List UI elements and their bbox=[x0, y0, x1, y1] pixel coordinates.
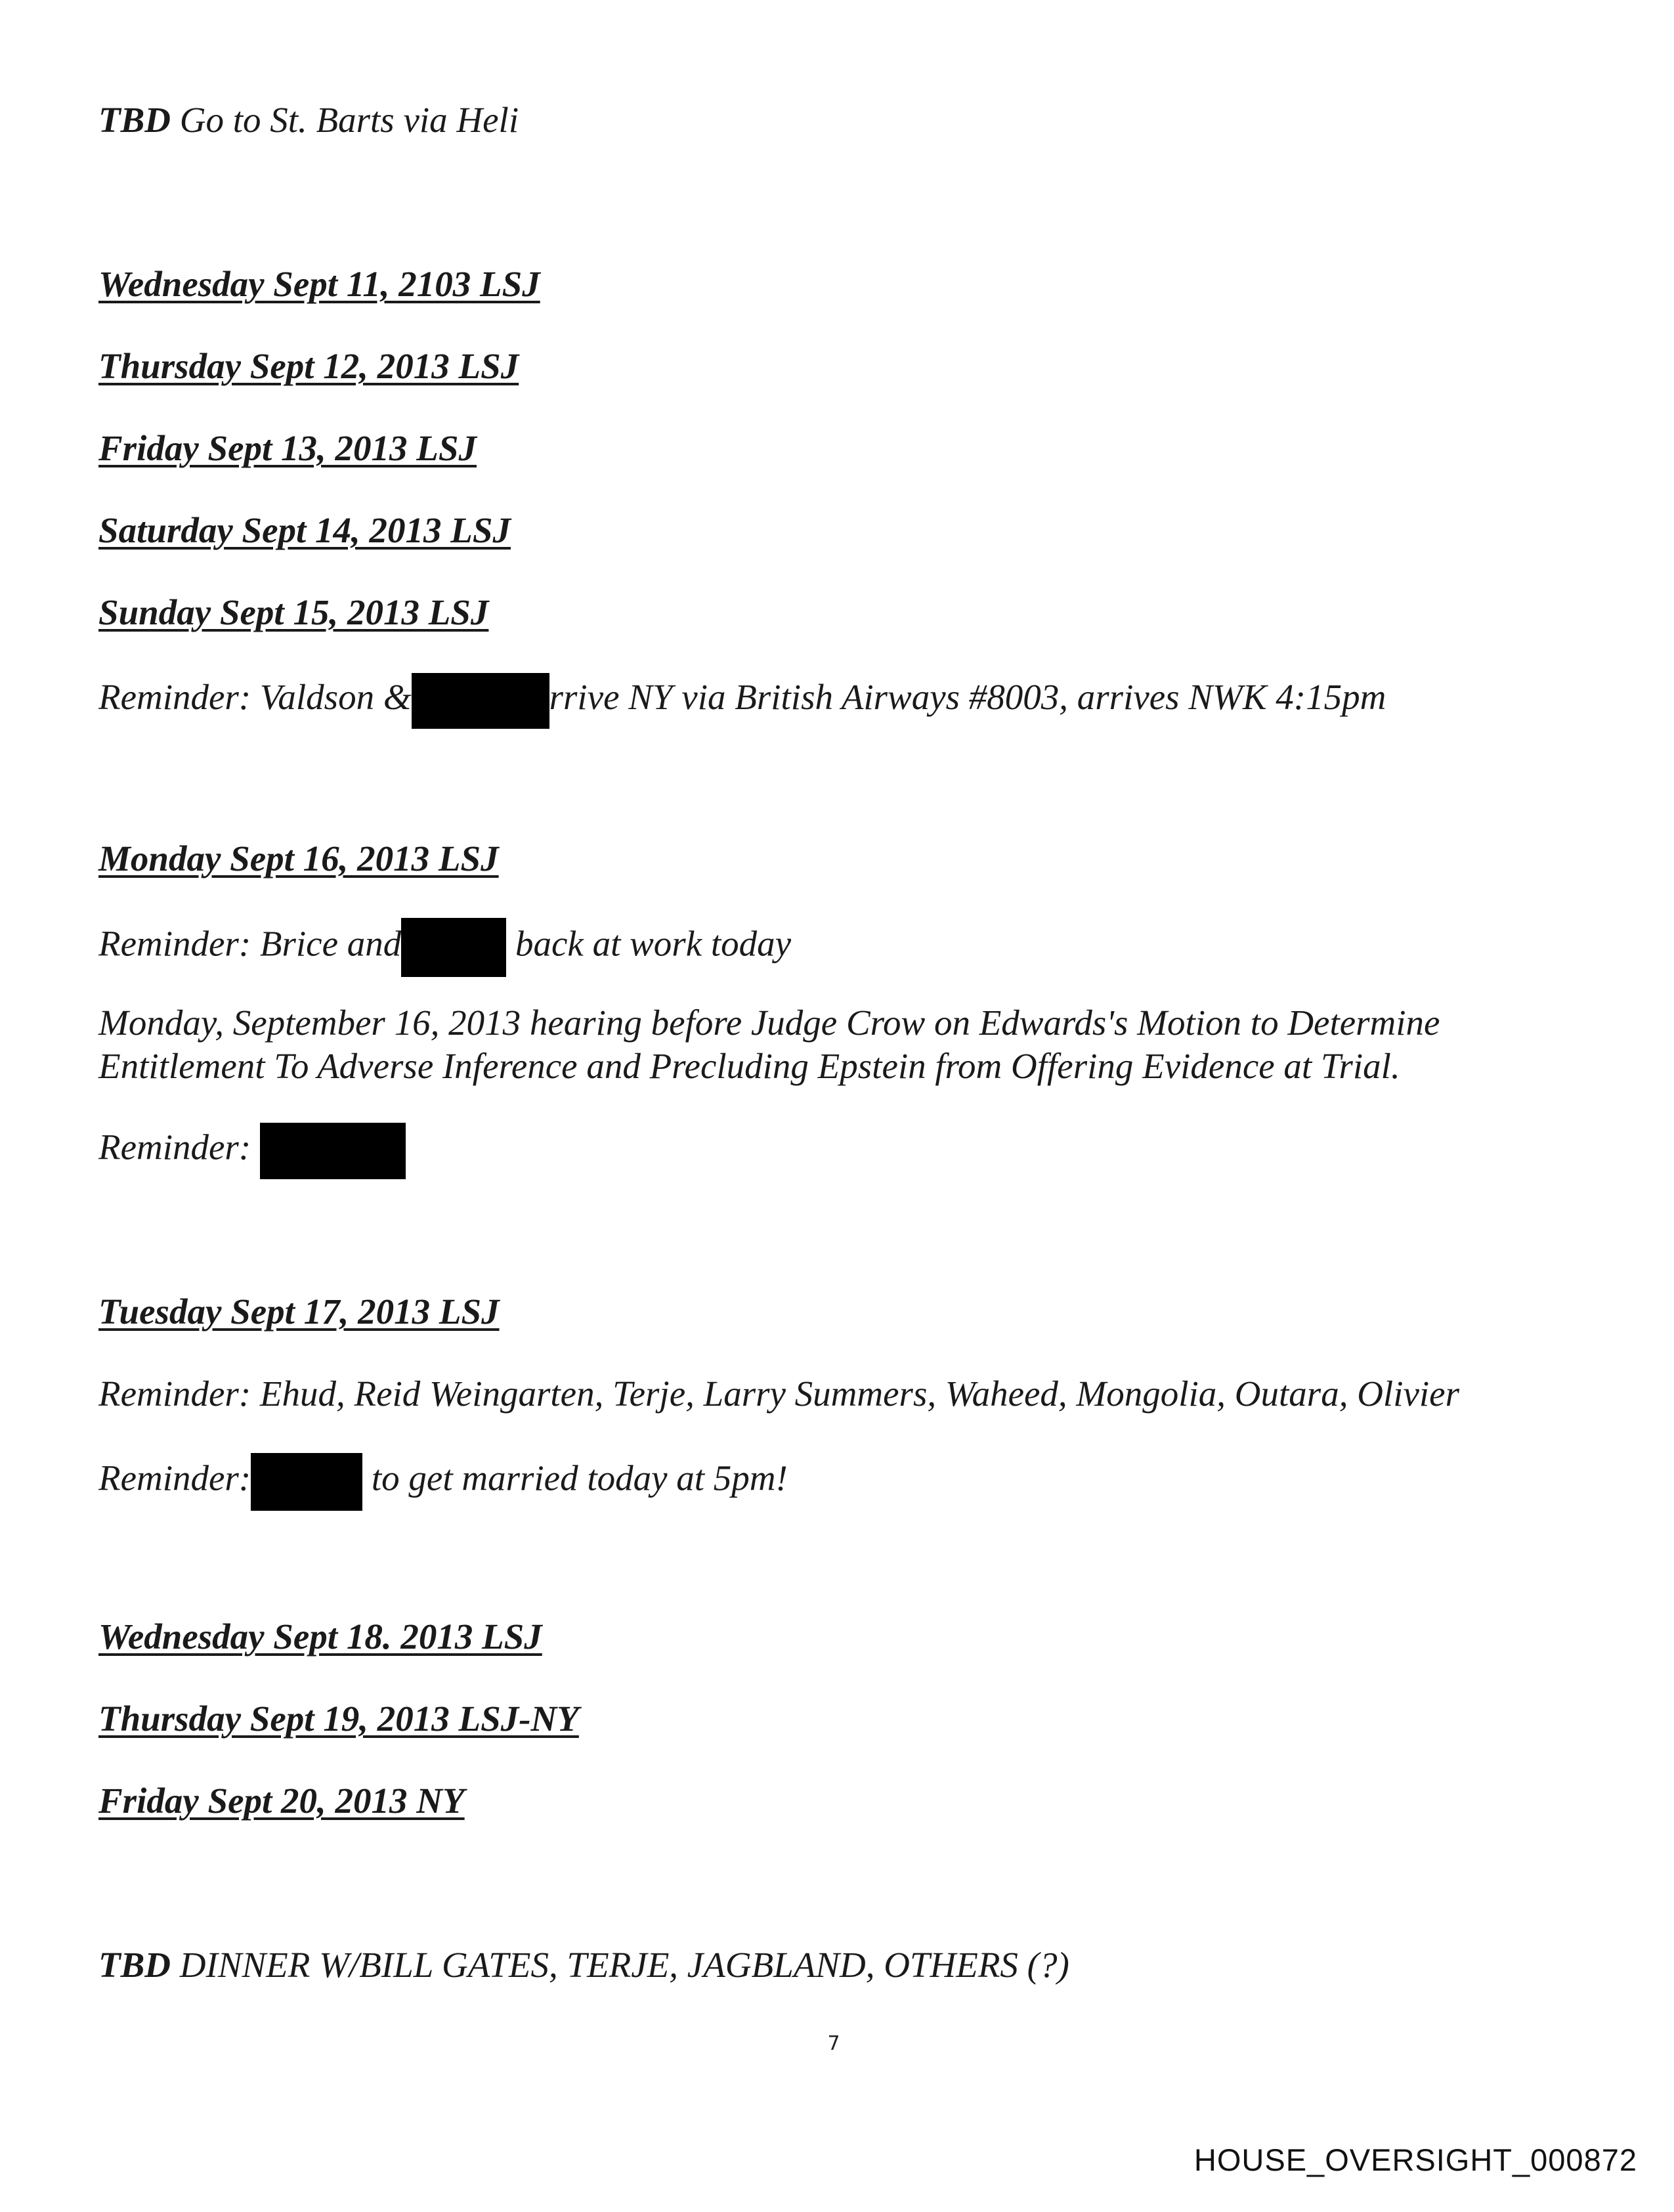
tbd-heli-line bbox=[98, 98, 519, 142]
tbd-dinner-line bbox=[98, 1943, 1069, 1987]
reminder-valdson bbox=[98, 673, 1386, 729]
reminder-redacted bbox=[98, 1123, 406, 1179]
date-heading-sept18: Wednesday Sept 18. 2013 LSJ bbox=[98, 1616, 542, 1657]
date-heading-sept11: Wednesday Sept 11, 2103 LSJ bbox=[98, 264, 540, 304]
redaction-box bbox=[251, 1453, 362, 1511]
reminder-married-before: Reminder: bbox=[98, 1458, 251, 1498]
reminder-valdson-after: rrive NY via British Airways #8003, arrives NWK 4:15pm bbox=[549, 677, 1386, 718]
redaction-box bbox=[412, 673, 549, 729]
redaction-box bbox=[260, 1123, 406, 1179]
date-heading-sept15: Sunday Sept 15, 2013 LSJ bbox=[98, 592, 489, 632]
reminder-valdson-before: Reminder: Valdson & bbox=[98, 677, 412, 718]
date-heading-sept16: Monday Sept 16, 2013 LSJ bbox=[98, 838, 499, 878]
tbd-dinner-text: DINNER W/BILL GATES, TERJE, JAGBLAND, OTHERS (?) bbox=[171, 1945, 1069, 1985]
reminder-brice-after: back at work today bbox=[515, 923, 792, 964]
tbd-label: TBD bbox=[98, 100, 171, 140]
reminder-redacted-before: Reminder: bbox=[98, 1127, 251, 1167]
date-heading-sept17: Tuesday Sept 17, 2013 LSJ bbox=[98, 1291, 500, 1332]
date-heading-sept20: Friday Sept 20, 2013 NY bbox=[98, 1781, 465, 1821]
page-number: 7 bbox=[827, 2032, 840, 2055]
reminder-brice bbox=[98, 918, 791, 977]
date-heading-sept19: Thursday Sept 19, 2013 LSJ-NY bbox=[98, 1699, 579, 1739]
redaction-box bbox=[401, 918, 506, 977]
bates-number: HOUSE_OVERSIGHT_000872 bbox=[1193, 2142, 1637, 2177]
reminder-ehud: Reminder: Ehud, Reid Weingarten, Terje, Larry Summers, Waheed, Mongolia, Outara, Olivier bbox=[98, 1374, 1460, 1414]
hearing-paragraph: Monday, September 16, 2013 hearing before Judge Crow on Edwards's Motion to Determine Entitlement To Adverse Inference and Precluding Epstein from Offering Evidence at Trial. bbox=[98, 1003, 1440, 1086]
reminder-married bbox=[98, 1453, 788, 1511]
date-heading-sept13: Friday Sept 13, 2013 LSJ bbox=[98, 428, 477, 468]
reminder-brice-before: Reminder: Brice and bbox=[98, 923, 402, 964]
date-heading-sept12: Thursday Sept 12, 2013 LSJ bbox=[98, 346, 519, 386]
reminder-married-after: to get married today at 5pm! bbox=[371, 1458, 788, 1498]
tbd-label: TBD bbox=[98, 1945, 171, 1985]
date-heading-sept14: Saturday Sept 14, 2013 LSJ bbox=[98, 510, 511, 550]
tbd-heli-text: Go to St. Barts via Heli bbox=[171, 100, 519, 140]
